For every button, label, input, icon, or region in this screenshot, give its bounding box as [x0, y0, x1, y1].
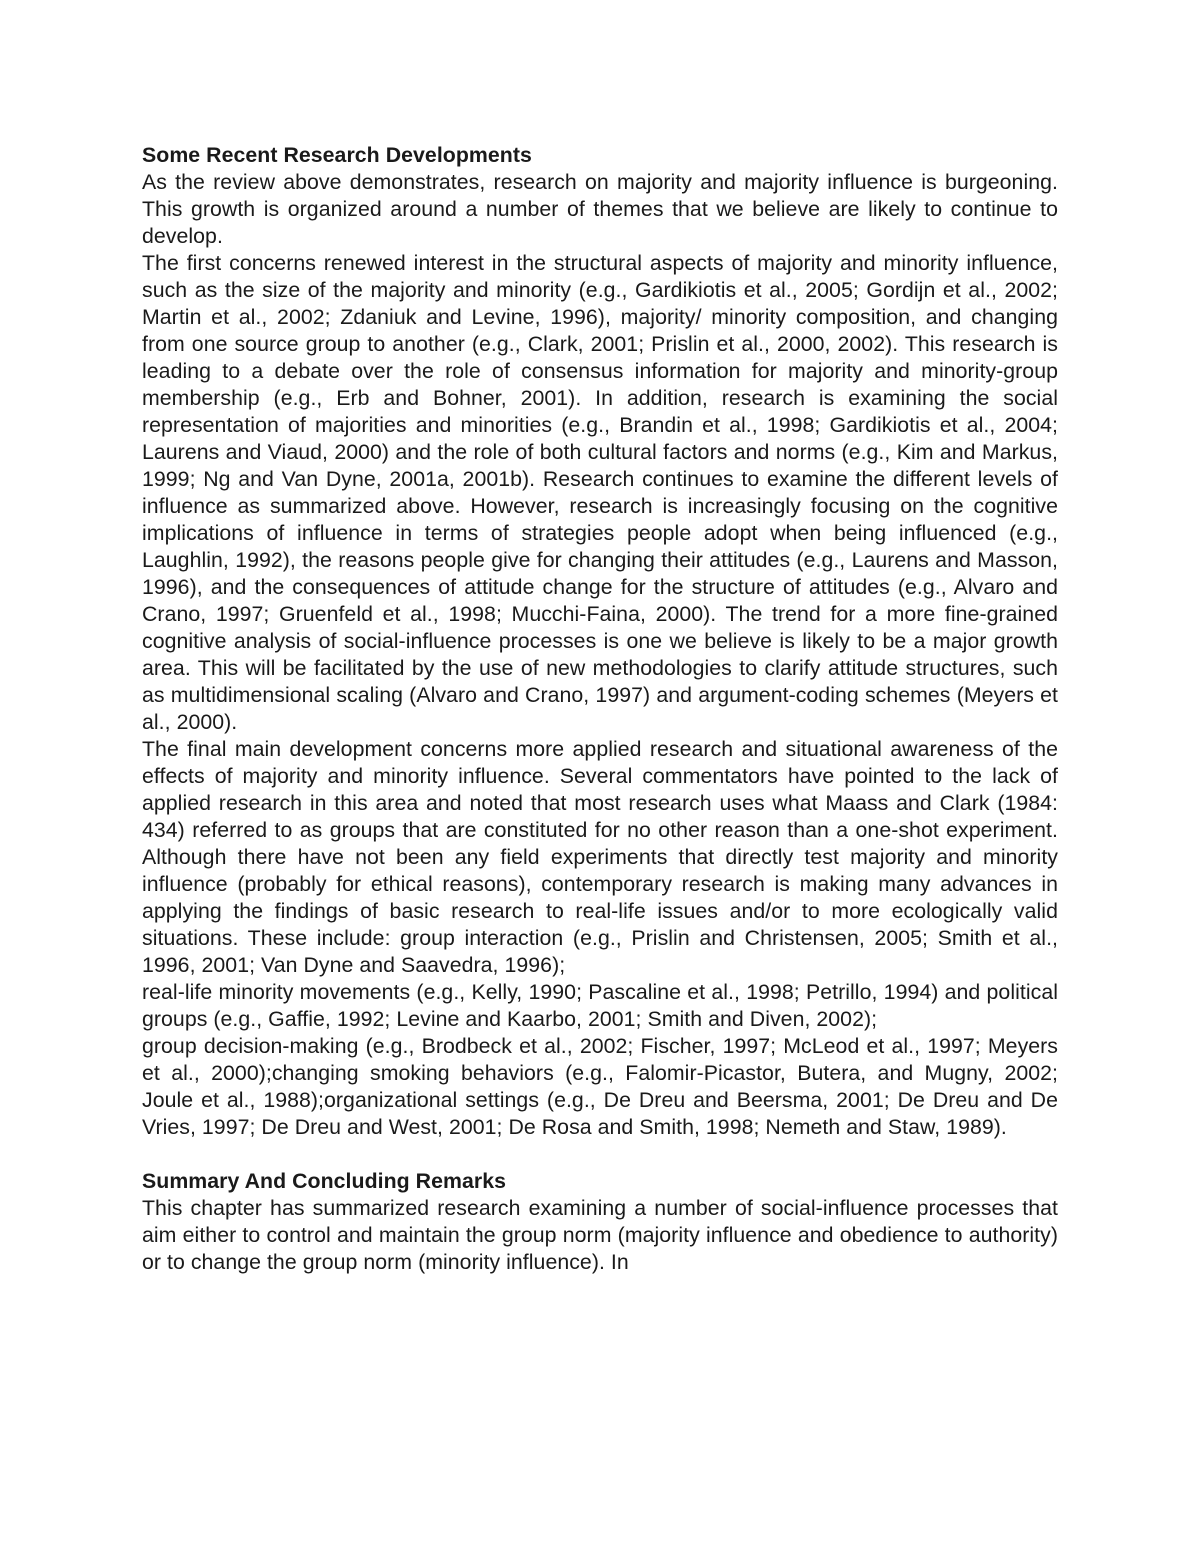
paragraph-intro: As the review above demonstrates, research on majority and majority influence is burgeoning. This growth is organized around a number of themes that we believe are likely to continue to develop. — [142, 170, 1058, 248]
section-heading-summary: Summary And Concluding Remarks — [142, 1169, 507, 1193]
paragraph-summary: This chapter has summarized research examining a number of social-influence processes that aim either to control and maintain the group norm (majority influence and obedience to authority) or to change the group norm (minority influence). In — [142, 1196, 1058, 1274]
paragraph-applied-research: The final main development concerns more applied research and situational awareness of the effects of majority and minority influence. Several commentators have pointed to the lack of applied research in this area and noted that most research uses what Maass and Clark (1984: 434) referred to as groups that are constituted for no other reason than a one-shot experiment. Although there have not been any field experiments that directly test majority and minority influence (probably for ethical reasons), contemporary research is making many advances in applying the findings of basic research to real-life issues and/or to more ecologically valid situations. These include: group interaction (e.g., Prislin and Christensen, 2005; Smith et al., 1996, 2001; Van Dyne and Saavedra, 1996); — [142, 737, 1058, 977]
section-spacer — [142, 1141, 1058, 1168]
document-page — [142, 142, 1058, 1276]
paragraph-group-decision-making: group decision-making (e.g., Brodbeck et al., 2002; Fischer, 1997; McLeod et al., 1997; Meyers et al., 2000);changing smoking behaviors (e.g., Falomir-Picastor, Butera, and Mugny, 2002; Joule et al., 1988);organizational settings (e.g., De Dreu and Beersma, 2001; De Dreu and De Vries, 1997; De Dreu and West, 2001; De Rosa and Smith, 1998; Nemeth and Staw, 1989). — [142, 1034, 1058, 1139]
paragraph-structural-aspects: The first concerns renewed interest in the structural aspects of majority and minority influence, such as the size of the majority and minority (e.g., Gardikiotis et al., 2005; Gordijn et al., 2002; Martin et al., 2002; Zdaniuk and Levine, 1996), majority/ minority composition, and changing from one source group to another (e.g., Clark, 2001; Prislin et al., 2000, 2002). This research is leading to a debate over the role of consensus information for majority and minority-group membership (e.g., Erb and Bohner, 2001). In addition, research is examining the social representation of majorities and minorities (e.g., Brandin et al., 1998; Gardikiotis et al., 2004; Laurens and Viaud, 2000) and the role of both cultural factors and norms (e.g., Kim and Markus, 1999; Ng and Van Dyne, 2001a, 2001b). Research continues to examine the different levels of influence as summarized above. However, research is increasingly focusing on the cognitive implications of influence in terms of strategies people adopt when being influenced (e.g., Laughlin, 1992), the reasons people give for changing their attitudes (e.g., Laurens and Masson, 1996), and the consequences of attitude change for the structure of attitudes (e.g., Alvaro and Crano, 1997; Gruenfeld et al., 1998; Mucchi-Faina, 2000). The trend for a more fine-grained cognitive analysis of social-influence processes is one we believe is likely to be a major growth area. This will be facilitated by the use of new methodologies to clarify attitude structures, such as multidimensional scaling (Alvaro and Crano, 1997) and argument-coding schemes (Meyers et al., 2000). — [142, 251, 1058, 734]
section-heading-recent-research: Some Recent Research Developments — [142, 143, 532, 167]
paragraph-minority-movements: real-life minority movements (e.g., Kelly, 1990; Pascaline et al., 1998; Petrillo, 1994) and political groups (e.g., Gaffie, 1992; Levine and Kaarbo, 2001; Smith and Diven, 2002); — [142, 980, 1058, 1031]
